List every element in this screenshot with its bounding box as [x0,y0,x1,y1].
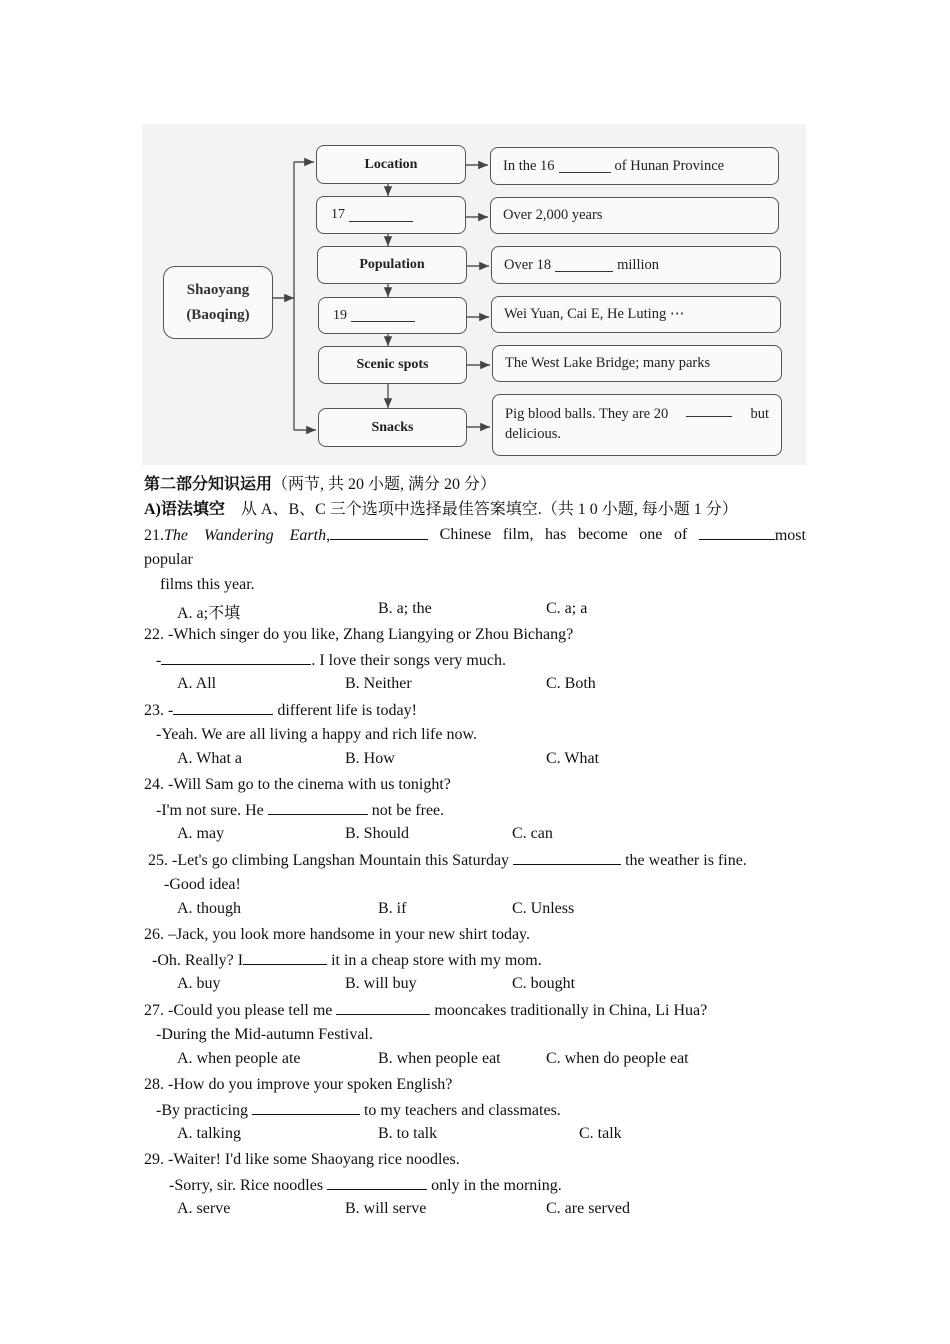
text: -I'm not sure. He [156,802,268,819]
info-history [490,197,779,234]
text: not be free. [367,802,445,819]
option-b[interactable]: B. Neither [345,675,412,692]
info-text: Over 18 [504,256,552,273]
word: most [774,527,806,544]
question-21 [144,525,806,546]
film-title: The Wandering Earth [164,527,327,544]
answer-blank[interactable] [252,1100,360,1115]
text: -Sorry, sir. Rice noodles [169,1177,328,1194]
q21-tail [699,525,806,546]
word: of [673,526,688,543]
text: 23. - [144,702,174,719]
word: has [545,526,567,543]
text: different life is today! [273,702,417,719]
q-number: 21. [144,527,164,544]
info-text-after: of Hunan Province [614,157,725,174]
text: . I love their songs very much. [311,652,506,669]
text: -By practicing [156,1102,252,1119]
info-text-after: million [617,256,660,273]
option-c[interactable]: C. are served [546,1200,630,1217]
option-b[interactable]: B. when people eat [378,1050,501,1067]
text: -Oh. Really? I [152,952,244,969]
node-snacks [318,408,467,447]
node-label: 17 [331,207,345,222]
section-title: 第二部分知识运用 [144,476,273,493]
subsection-instructions: 从 A、B、C 三个选项中选择最佳答案填空.（共 1 0 小题, 每小题 1 分） [240,501,738,518]
answer-blank[interactable] [268,800,368,815]
answer-line [169,1175,562,1196]
blank-17 [349,209,413,222]
info-text: In the 16 [503,157,555,174]
answer-line [152,950,542,971]
question-28: 28. -How do you improve your spoken English? [144,1076,453,1093]
option-c[interactable]: C. Unless [512,900,575,917]
option-a[interactable]: A. may [177,825,225,842]
text: only in the morning. [427,1177,562,1194]
option-c[interactable]: C. can [512,825,553,842]
section-heading [144,475,496,495]
option-a[interactable]: A. when people ate [177,1050,301,1067]
answer-blank[interactable] [699,525,775,540]
answer-blank[interactable] [513,850,621,865]
option-a[interactable]: A. What a [177,750,243,767]
answer-line: -Good idea! [164,876,241,893]
blank-20 [686,404,732,417]
option-c[interactable]: C. when do people eat [546,1050,689,1067]
option-c[interactable]: C. Both [546,675,596,692]
word: Chinese [439,526,492,543]
blank-18 [555,259,613,272]
text: the weather is fine. [621,852,747,869]
node-label: Snacks [371,419,414,435]
node-population [317,246,467,284]
subsection-title: A)语法填空 [144,501,225,518]
answer-line: -During the Mid-autumn Festival. [156,1026,373,1043]
info-famous-people [491,296,781,333]
answer-line [156,650,506,671]
option-c[interactable]: C. talk [579,1125,622,1142]
question-text: films this year. [160,576,255,593]
answer-line: -Yeah. We are all living a happy and rich life now. [156,726,477,743]
answer-blank[interactable] [173,700,273,715]
info-location [490,147,779,185]
subsection-heading [144,500,738,520]
option-c[interactable]: C. What [546,750,600,767]
node-17 [316,196,466,234]
question-25 [148,850,747,871]
node-location [316,145,466,184]
answer-line [156,1100,561,1121]
text: 25. -Let's go climbing Langshan Mountain this Saturday [148,852,514,869]
answer-blank[interactable] [161,650,311,665]
word: become [577,526,628,543]
node-label: 19 [333,307,347,323]
info-line2: delicious. [505,426,561,442]
section-note: （两节, 共 20 小题, 满分 20 分） [272,476,497,493]
info-text: Over 2,000 years [503,207,603,223]
node-19 [318,297,467,334]
info-text: Pig blood balls. They are 20 [505,406,669,422]
info-text: Wei Yuan, Cai E, He Luting ⋯ [504,306,685,322]
info-text: The West Lake Bridge; many parks [505,355,711,371]
node-label: Scenic spots [356,357,429,372]
question-text: popular [144,551,193,568]
question-22: 22. -Which singer do you like, Zhang Liangying or Zhou Bichang? [144,626,574,643]
word: film, [502,526,534,543]
answer-blank[interactable] [243,950,327,965]
text: 27. -Could you please tell me [144,1002,337,1019]
option-a[interactable]: A. a;不填 [177,605,241,622]
blank-19 [351,309,415,322]
node-label: Population [359,257,425,272]
root-node-shaoyang [163,266,273,339]
q21-lead: 21.The Wandering Earth, [144,525,428,546]
option-a[interactable]: A. talking [177,1125,241,1142]
question-29: 29. -Waiter! I'd like some Shaoyang rice noodles. [144,1151,460,1168]
shaoyang-mind-map [142,124,806,465]
option-c[interactable]: C. bought [512,975,576,992]
question-23 [144,700,417,721]
info-population [491,246,781,284]
blank-16 [559,160,611,173]
question-26: 26. –Jack, you look more handsome in your new shirt today. [144,926,531,943]
answer-blank[interactable] [336,1000,430,1015]
answer-blank[interactable] [330,525,428,540]
option-b[interactable]: B. Should [345,825,410,842]
answer-blank[interactable] [327,1175,427,1190]
option-a[interactable]: A. though [177,900,241,917]
option-b[interactable]: B. How [345,750,395,767]
word: one [639,526,663,543]
text: it in a cheap store with my mom. [327,952,542,969]
text: mooncakes traditionally in China, Li Hua? [430,1002,708,1019]
option-b[interactable]: B. to talk [378,1125,438,1142]
option-a[interactable]: A. buy [177,975,221,992]
option-a[interactable]: A. All [177,675,217,692]
node-label: Location [364,156,418,172]
text: - [156,652,162,669]
question-27 [144,1000,707,1021]
node-scenic-spots [318,346,467,384]
question-24: 24. -Will Sam go to the cinema with us tonight? [144,776,451,793]
option-b[interactable]: B. will buy [345,975,417,992]
info-snacks [492,394,782,456]
info-scenic-spots [492,345,782,382]
option-a[interactable]: A. serve [177,1200,231,1217]
answer-line [156,800,444,821]
option-b[interactable]: B. if [378,900,407,917]
root-sublabel: (Baoqing) [186,306,250,323]
root-label: Shaoyang [186,281,250,298]
option-c[interactable]: C. a; a [546,600,588,617]
option-b[interactable]: B. a; the [378,600,432,617]
option-b[interactable]: B. will serve [345,1200,427,1217]
text: to my teachers and classmates. [359,1102,561,1119]
info-line [505,404,781,424]
info-text-after: but [750,406,769,422]
